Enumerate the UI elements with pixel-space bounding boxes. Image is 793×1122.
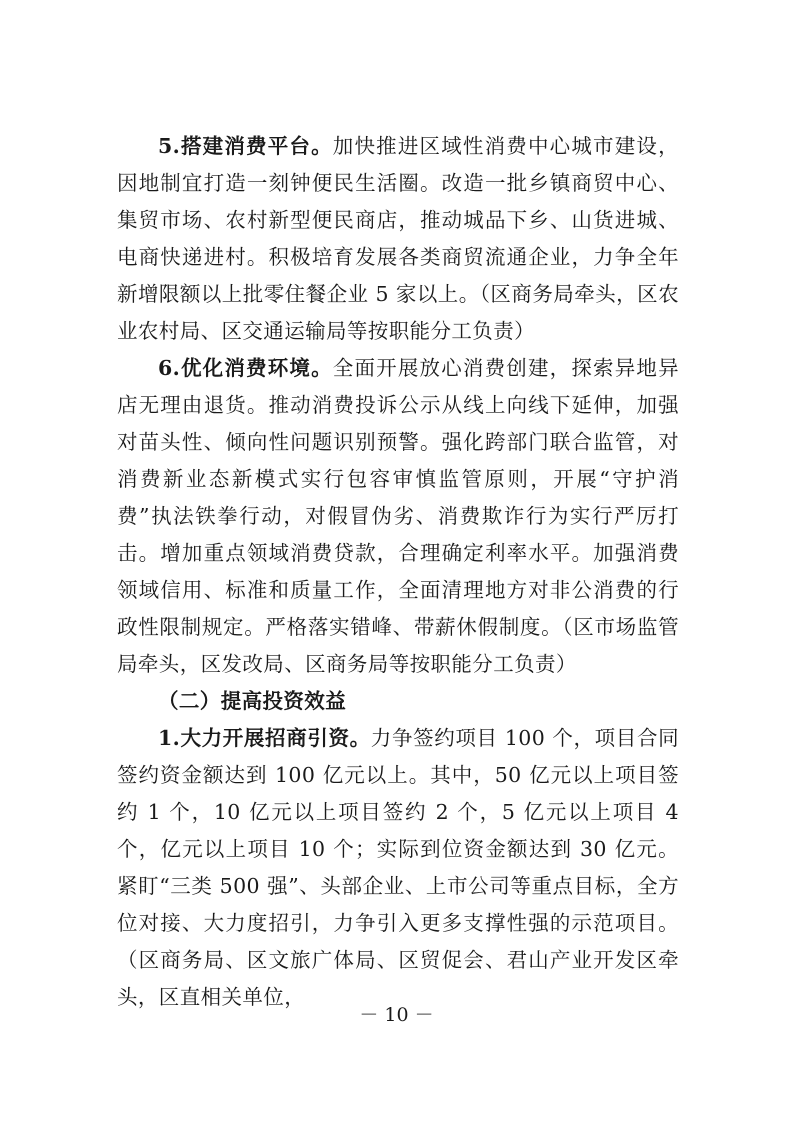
paragraph-build-consumption-platform	[117, 128, 679, 350]
paragraph-text: 加快推进区域性消费中心城市建设，因地制宜打造一刻钟便民生活圈。改造一批乡镇商贸中心、集贸市场、农村新型便民商店，推动城品下乡、山货进城、电商快递进村。积极培育发展各类商贸流通企业，力争全年新增限额以上批零住餐企业 5 家以上。（区商务局牵头，区农业农村局、区交通运输局等按职能分工负责）	[117, 134, 679, 343]
paragraph-lead: 1.大力开展招商引资。	[158, 726, 371, 750]
document-body	[117, 128, 679, 1016]
paragraph-text: 全面开展放心消费创建，探索异地异店无理由退货。推动消费投诉公示从线上向线下延伸，加强对苗头性、倾向性问题识别预警。强化跨部门联合监管，对消费新业态新模式实行包容审慎监管原则，开展“守护消费”执法铁拳行动，对假冒伪劣、消费欺诈行为实行严厉打击。增加重点领域消费贷款，合理确定利率水平。加强消费领域信用、标准和质量工作，全面清理地方对非公消费的行政性限制规定。严格落实错峰、带薪休假制度。（区市场监管局牵头，区发改局、区商务局等按职能分工负责）	[117, 356, 679, 676]
section-heading: （二）提高投资效益	[158, 689, 347, 713]
paragraph-investment-promotion	[117, 720, 679, 1016]
page-number: － 10 －	[359, 1004, 434, 1026]
paragraph-text: 力争签约项目 100 个，项目合同签约资金额达到 100 亿元以上。其中，50 亿元以上项目签约 1 个，10 亿元以上项目签约 2 个，5 亿元以上项目 4 个，亿元以上项目 10 个；实际到位资金额达到 30 亿元。紧盯“三类 500 强”、头部企业、上市公司等重点目标，全方位对接、大力度招引，力争引入更多支撑性强的示范项目。（区商务局、区文旅广体局、区贸促会、君山产业开发区牵头，区直相关单位，	[117, 726, 679, 1009]
paragraph-optimize-consumption-environment	[117, 350, 679, 683]
paragraph-lead: 5.搭建消费平台。	[158, 134, 333, 158]
paragraph-lead: 6.优化消费环境。	[158, 356, 333, 380]
